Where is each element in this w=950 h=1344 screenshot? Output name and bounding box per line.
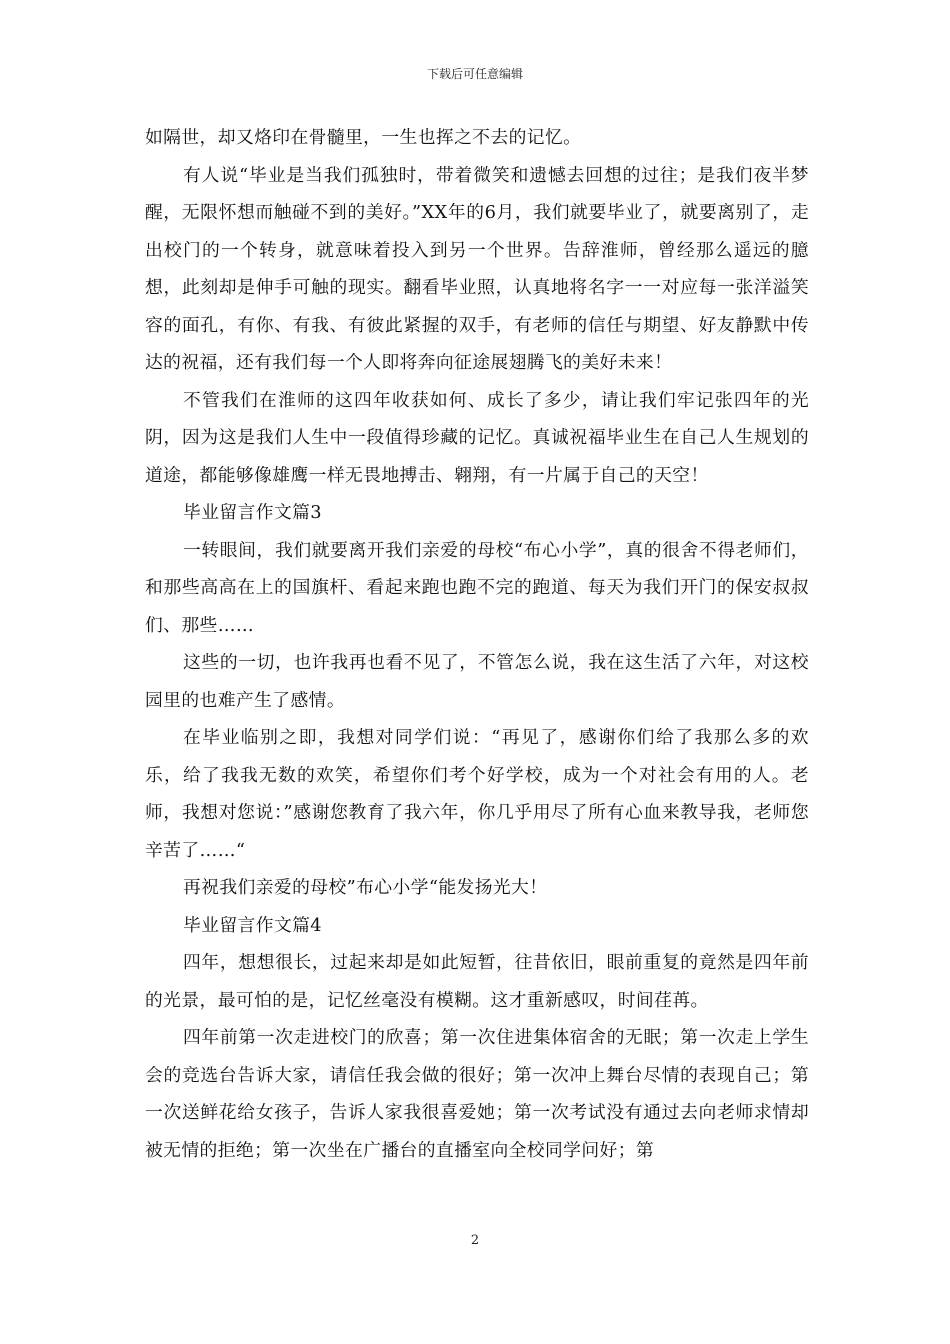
paragraph: 再祝我们亲爱的母校”布心小学“能发扬光大！	[183, 877, 548, 898]
paragraph: 这些的一切，也许我再也看不见了，不管怎么说，我在这生活了六年，对这校园里的也难产生了感情。	[145, 652, 809, 711]
paragraph: 一转眼间，我们就要离开我们亲爱的母校“布心小学”，真的很舍不得老师们，和那些高高在上的国旗杆、看起来跑也跑不完的跑道、每天为我们开门的保安叔叔们、那些……	[145, 539, 809, 636]
section-heading-3: 毕业留言作文篇3	[183, 502, 322, 523]
paragraph: 在毕业临别之即，我想对同学们说：“再见了，感谢你们给了我那么多的欢乐，给了我我无数的欢笑，希望你们考个好学校，成为一个对社会有用的人。老师，我想对您说：”感谢您教育了我六年，你几乎用尽了所有心血来教导我，老师您辛苦了……“	[145, 727, 809, 861]
paragraph-continuation: 如隔世，却又烙印在骨髓里，一生也挥之不去的记忆。	[145, 127, 582, 148]
paragraph: 四年，想想很长，过起来却是如此短暂，往昔依旧，眼前重复的竟然是四年前的光景，最可怕的是，记忆丝毫没有模糊。这才重新感叹，时间荏苒。	[145, 952, 809, 1011]
section-heading-4: 毕业留言作文篇4	[183, 914, 322, 936]
paragraph: 不管我们在淮师的这四年收获如何、成长了多少，请让我们牢记张四年的光阴，因为这是我们人生中一段值得珍藏的记忆。真诚祝福毕业生在自己人生规划的道途，都能够像雄鹰一样无畏地搏击、翱翔，有一片属于自己的天空！	[145, 389, 809, 486]
page-header: 下载后可任意编辑	[426, 67, 523, 81]
paragraph: 有人说“毕业是当我们孤独时，带着微笑和遗憾去回想的过往；是我们夜半梦醒，无限怀想而触碰不到的美好。”XX年的6月，我们就要毕业了，就要离别了，走出校门的一个转身，就意味着投入到另一个世界。告辞淮师，曾经那么遥远的臆想，此刻却是伸手可触的现实。翻看毕业照，认真地将名字一一对应每一张洋溢笑容的面孔，有你、有我、有彼此紧握的双手，有老师的信任与期望、好友静默中传达的祝福，还有我们每一个人即将奔向征途展翅腾飞的美好未来！	[145, 164, 809, 373]
paragraph: 四年前第一次走进校门的欣喜；第一次住进集体宿舍的无眠；第一次走上学生会的竞选台告诉大家，请信任我会做的很好；第一次冲上舞台尽情的表现自己；第一次送鲜花给女孩子，告诉人家我很喜爱她；第一次考试没有通过去向老师求情却被无情的拒绝；第一次坐在广播台的直播室向全校同学问好；第	[145, 1027, 809, 1161]
page-number: 2	[470, 1233, 480, 1248]
document-body	[145, 119, 809, 1169]
